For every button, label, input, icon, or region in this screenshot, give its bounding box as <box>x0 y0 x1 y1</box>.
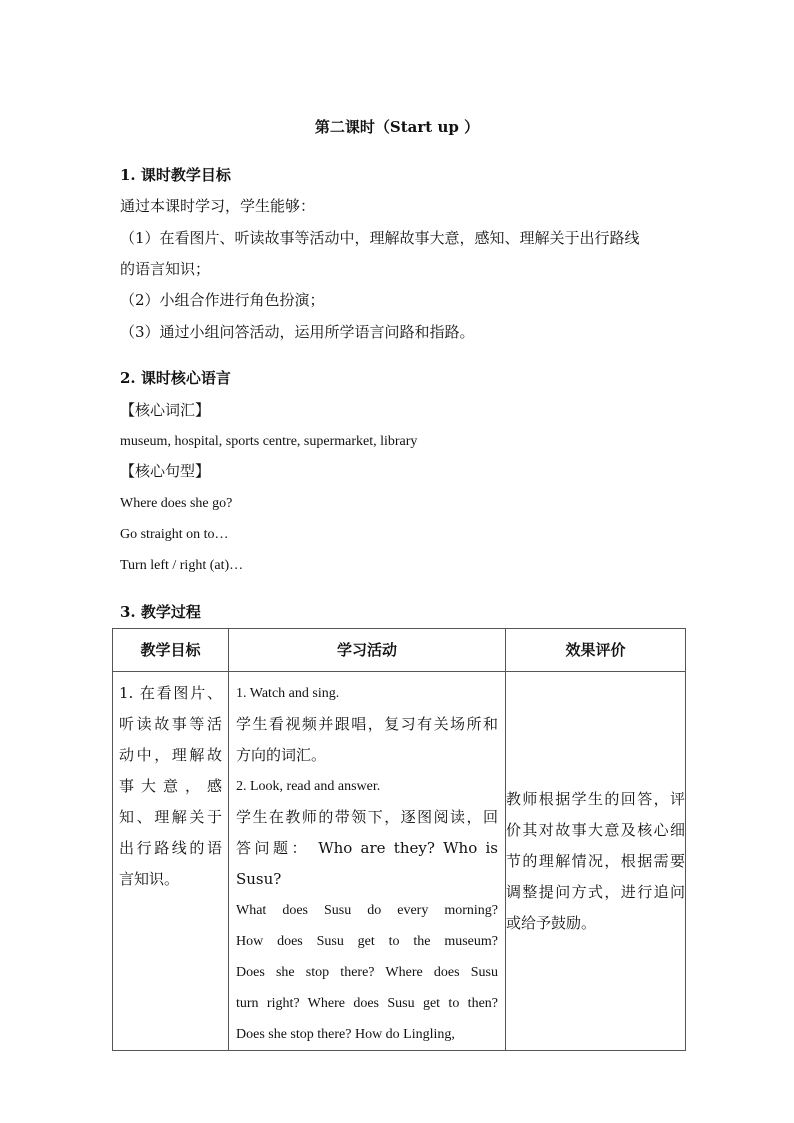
evaluation-text: 教师根据学生的回答，评价其对故事大意及核心细节的理解情况，根据需要调整提问方式，进行追问或给予鼓励。 <box>506 789 685 932</box>
table-row <box>113 672 686 1051</box>
goal-text: 1. 在看图片、听读故事等活动中，理解故事大意，感知、理解关于出行路线的语言知识。 <box>119 684 222 888</box>
section-heading-process: 3. 教学过程 <box>120 603 201 621</box>
activity-line: 2. Look, read and answer. <box>236 779 381 794</box>
goal-1-line-2: 的语言知识； <box>120 260 211 278</box>
table-header-row <box>113 629 686 672</box>
activity-line: 学生看视频并跟唱，复习有关场所和 <box>236 715 498 733</box>
goal-3: （3）通过小组问答活动，运用所学语言问路和指路。 <box>120 323 475 341</box>
activity-cell <box>229 672 506 1051</box>
vocab-heading: 【核心词汇】 <box>120 401 211 419</box>
activity-line: Does she stop there? How do Lingling, <box>236 1027 455 1042</box>
teaching-process-table <box>112 628 686 1051</box>
section-heading-core-language: 2. 课时核心语言 <box>120 369 231 387</box>
goals-intro: 通过本课时学习，学生能够： <box>120 197 316 215</box>
evaluation-cell <box>506 672 686 1051</box>
vocab-list: museum, hospital, sports centre, supermarket, library <box>120 434 418 449</box>
column-header: 学习活动 <box>229 629 506 672</box>
column-header: 教学目标 <box>113 629 229 672</box>
goal-2: （2）小组合作进行角色扮演； <box>120 291 325 309</box>
section-heading-goals: 1. 课时教学目标 <box>120 166 231 184</box>
activity-line: turn right? Where does Susu get to then? <box>236 996 498 1011</box>
sentence-pattern: Turn left / right (at)… <box>120 558 244 573</box>
activity-line: What does Susu do every morning? <box>236 903 498 918</box>
activity-line: Does she stop there? Where does Susu <box>236 965 498 980</box>
sentence-pattern: Go straight on to… <box>120 527 229 542</box>
activity-line: 答问题： Who are they? Who is Susu? <box>236 839 498 888</box>
column-header: 效果评价 <box>506 629 686 672</box>
activity-line: How does Susu get to the museum? <box>236 934 498 949</box>
sentence-heading: 【核心句型】 <box>120 462 211 480</box>
goal-1-line-1: （1）在看图片、听读故事等活动中，理解故事大意，感知、理解关于出行路线 <box>120 229 640 247</box>
goal-cell <box>113 672 229 1051</box>
activity-line: 1. Watch and sing. <box>236 686 340 701</box>
activity-text <box>229 672 505 1050</box>
activity-line: 学生在教师的带领下，逐图阅读，回 <box>236 808 498 826</box>
activity-line: 方向的词汇。 <box>236 746 327 764</box>
sentence-pattern: Where does she go? <box>120 496 233 511</box>
page-title: 第二课时（Start up ） <box>314 118 480 136</box>
